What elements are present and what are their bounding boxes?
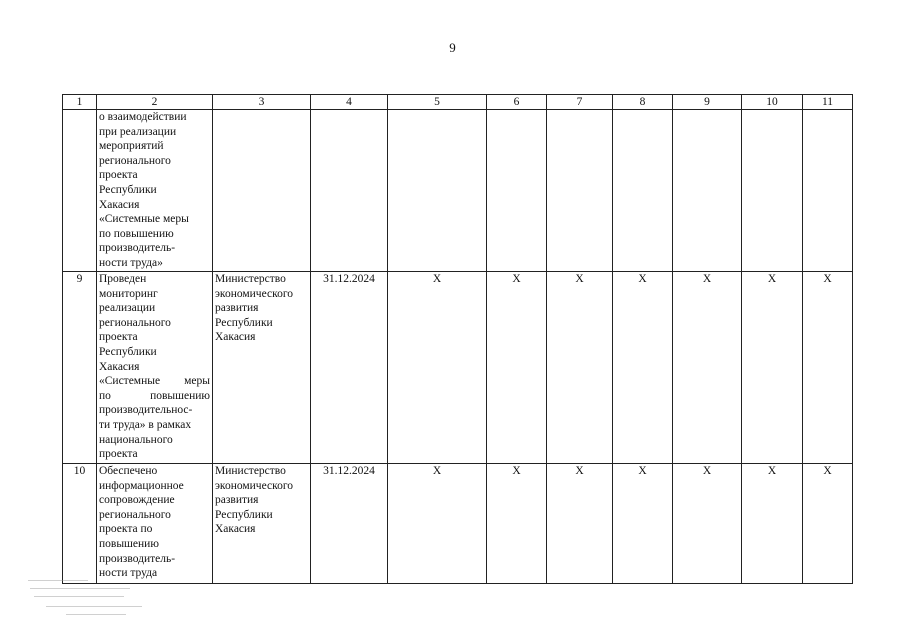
mark-cell: X (613, 272, 673, 464)
column-header: 5 (388, 95, 487, 110)
text-line: Хакасия (99, 198, 140, 211)
mark-cell (547, 110, 613, 272)
mark-cell: X (487, 464, 547, 584)
activity-name (97, 110, 213, 272)
mark-cell: X (742, 464, 803, 584)
table-row (63, 110, 853, 272)
mark-cell: X (803, 464, 853, 584)
mark-cell: X (673, 272, 742, 464)
mark-cell: X (673, 464, 742, 584)
text-line: Проведен (99, 273, 147, 285)
text-line: Министерство (215, 273, 286, 285)
mark-cell: X (803, 272, 853, 464)
text-line: реализации (99, 302, 156, 315)
text-line: ти труда» в рамках (99, 418, 192, 431)
column-header: 9 (673, 95, 742, 110)
mark-cell: X (547, 464, 613, 584)
text-line: проекта (99, 448, 138, 461)
mark-cell: X (742, 272, 803, 464)
mark-cell: X (388, 464, 487, 584)
text-line: проекта (99, 169, 138, 182)
responsible-cell (213, 464, 311, 584)
column-header: 4 (311, 95, 388, 110)
text-line: сопровождение (99, 494, 175, 507)
text-line: проекта по (99, 523, 153, 536)
column-header: 1 (63, 95, 97, 110)
mark-cell: X (547, 272, 613, 464)
mark-cell (742, 110, 803, 272)
responsible-cell (213, 272, 311, 464)
mark-cell (487, 110, 547, 272)
row-number: 9 (63, 272, 97, 464)
text-line: «Системные меры (99, 375, 210, 388)
column-numbers-row (63, 95, 853, 110)
text-line: повышению (99, 537, 159, 550)
column-header: 7 (547, 95, 613, 110)
text-line: по повышению (99, 227, 174, 240)
text-line: о взаимодействии (99, 111, 187, 123)
text-line: мониторинг (99, 287, 158, 300)
deadline-cell: 31.12.2024 (311, 272, 388, 464)
text-line: развития (215, 302, 259, 315)
text-line: Республики (99, 345, 157, 358)
deadline-cell (311, 110, 388, 272)
mark-cell (803, 110, 853, 272)
column-header: 3 (213, 95, 311, 110)
text-line: национального (99, 433, 173, 446)
text-line: Министерство (215, 465, 286, 477)
text-line: Республики (215, 316, 273, 329)
mark-cell: X (487, 272, 547, 464)
faint-stamp-mark (26, 576, 144, 616)
text-line: производитель- (99, 552, 176, 565)
table-row (63, 464, 853, 584)
text-line: Республики (215, 508, 273, 521)
text-line: проекта (99, 331, 138, 344)
column-header: 6 (487, 95, 547, 110)
text-line: экономического (215, 479, 294, 492)
row-number: 10 (63, 464, 97, 584)
text-line: экономического (215, 287, 294, 300)
deadline-cell: 31.12.2024 (311, 464, 388, 584)
mark-cell (613, 110, 673, 272)
column-header: 10 (742, 95, 803, 110)
text-line: Хакасия (99, 360, 140, 373)
column-header: 11 (803, 95, 853, 110)
mark-cell: X (613, 464, 673, 584)
activities-table (62, 94, 853, 584)
text-line: информационное (99, 479, 184, 492)
mark-cell: X (388, 272, 487, 464)
row-number (63, 110, 97, 272)
text-line: «Системные меры (99, 213, 189, 226)
text-line: развития (215, 494, 259, 507)
text-line: мероприятий (99, 140, 164, 153)
text-line: производительнос- (99, 404, 193, 417)
text-line: при реализации (99, 125, 177, 138)
page-number: 9 (449, 40, 456, 55)
mark-cell (673, 110, 742, 272)
responsible-cell (213, 110, 311, 272)
text-line: производитель- (99, 242, 176, 255)
text-line: ности труда (99, 567, 158, 580)
text-line: Хакасия (215, 523, 256, 536)
text-line: Обеспечено (99, 465, 158, 477)
text-line: Республики (99, 183, 157, 196)
column-header: 8 (613, 95, 673, 110)
activity-name (97, 464, 213, 584)
column-header: 2 (97, 95, 213, 110)
table-row (63, 272, 853, 464)
text-line: ности труда» (99, 256, 163, 269)
mark-cell (388, 110, 487, 272)
text-line: по повышению (99, 389, 210, 402)
text-line: регионального (99, 316, 171, 329)
text-line: Хакасия (215, 331, 256, 344)
activity-name (97, 272, 213, 464)
text-line: регионального (99, 154, 171, 167)
text-line: регионального (99, 508, 171, 521)
